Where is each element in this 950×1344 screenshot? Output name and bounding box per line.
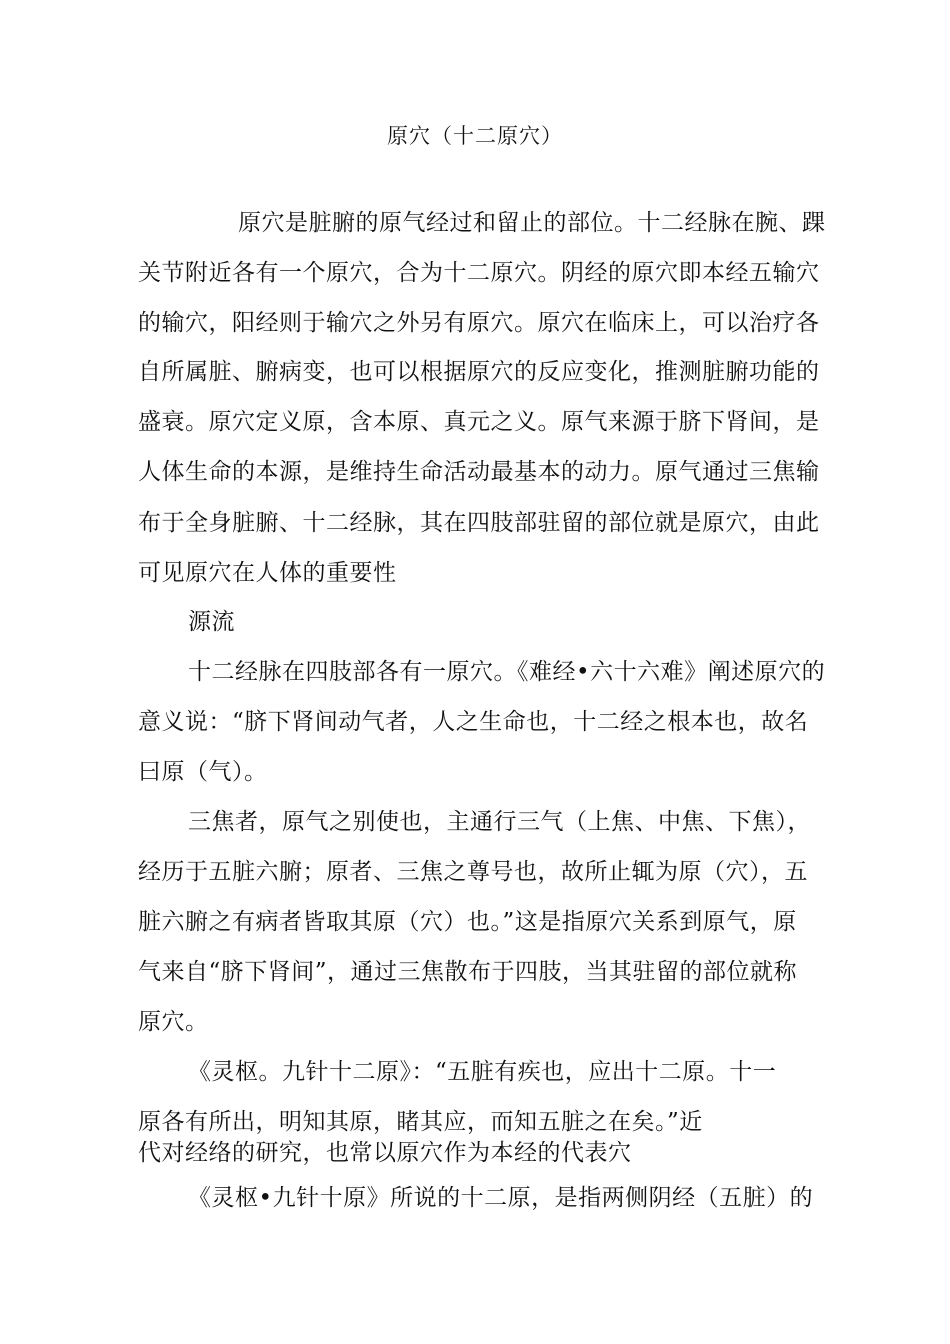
text-line: 可见原穴在人体的重要性 bbox=[138, 560, 397, 586]
text-line: 《灵枢•九针十原》所说的十二原，是指两侧阴经（五脏）的 bbox=[188, 1185, 814, 1211]
text-line: 原各有所出，明知其原，睹其应，而知五脏之在矣。”近 bbox=[138, 1109, 703, 1135]
page-title: 原穴（十二原穴） bbox=[387, 124, 563, 148]
text-line: 三焦者，原气之别使也，主通行三气（上焦、中焦、下焦）， bbox=[188, 809, 811, 835]
text-line: 布于全身脏腑、十二经脉，其在四肢部驻留的部位就是原穴，由此 bbox=[138, 510, 820, 536]
text-line: 十二经脉在四肢部各有一原穴。《难经•六十六难》阐述原穴的 bbox=[188, 659, 826, 685]
text-line: 的输穴，阳经则于输穴之外另有原穴。原穴在临床上，可以治疗各 bbox=[138, 310, 820, 336]
text-line: 原穴。 bbox=[138, 1009, 209, 1035]
text-line: 代对经络的研究，也常以原穴作为本经的代表穴 bbox=[138, 1140, 632, 1166]
text-line: 气来自“脐下肾间”，通过三焦散布于四肢，当其驻留的部位就称 bbox=[138, 959, 798, 985]
text-line: 自所属脏、腑病变，也可以根据原穴的反应变化，推测脏腑功能的 bbox=[138, 359, 820, 385]
text-line: 意义说：“脐下肾间动气者，人之生命也，十二经之根本也，故名 bbox=[138, 709, 809, 735]
text-line: 《灵枢。九针十二原》：“五脏有疾也，应出十二原。十一 bbox=[188, 1059, 777, 1085]
text-line: 人体生命的本源，是维持生命活动最基本的动力。原气通过三焦输 bbox=[138, 459, 820, 485]
text-line: 脏六腑之有病者皆取其原（穴）也。”这是指原穴关系到原气，原 bbox=[138, 909, 797, 935]
text-line: 盛衰。原穴定义原，含本原、真元之义。原气来源于脐下肾间，是 bbox=[138, 409, 820, 435]
text-line: 关节附近各有一个原穴，合为十二原穴。阴经的原穴即本经五输穴 bbox=[138, 260, 820, 286]
text-line: 经历于五脏六腑；原者、三焦之尊号也，故所止辄为原（穴），五 bbox=[138, 859, 808, 885]
text-line: 原穴是脏腑的原气经过和留止的部位。十二经脉在腕、踝 bbox=[238, 210, 826, 236]
text-line: 曰原（气）。 bbox=[138, 759, 268, 785]
section-heading: 源流 bbox=[188, 609, 235, 635]
